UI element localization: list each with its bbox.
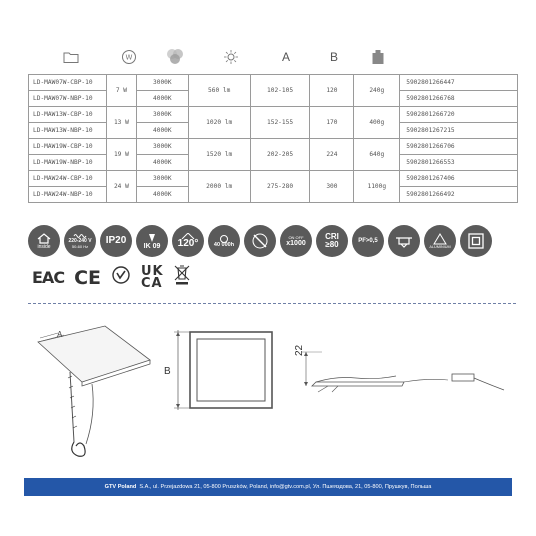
company-name: GTV Poland — [104, 484, 137, 490]
ukca-top: UK — [141, 263, 164, 279]
ukca-mark — [141, 263, 164, 291]
recycling-icon — [111, 265, 131, 290]
dimension-b-label: B — [164, 366, 171, 377]
dimension-b-cell: 170 — [310, 107, 354, 139]
dimension-a-cell: 102-105 — [250, 75, 310, 107]
dimension-b-cell: 300 — [310, 171, 354, 203]
certification-marks — [32, 264, 190, 291]
ean-cell: 5902801267215 — [400, 123, 518, 139]
eac-mark: EAC — [32, 268, 65, 287]
lumen-cell: 1020 lm — [188, 107, 250, 139]
company-address: S.A., ul. Przejazdowa 21, 05-800 Pruszków, Poland, info@gtv.com.pl, Ул. Пшеяздова, 21, 05-800, Прушкув, Польша — [139, 484, 432, 490]
frequency-label: 50-60 Hz — [71, 244, 89, 249]
power-cell: 24 W — [106, 171, 136, 203]
weight-cell: 640g — [354, 139, 400, 171]
lifetime-badge — [208, 225, 240, 257]
ean-cell: 5902801266447 — [400, 75, 518, 91]
luminous-flux-icon — [220, 44, 242, 70]
company-footer — [24, 478, 512, 496]
power-factor-badge — [352, 225, 384, 257]
cri-badge — [316, 225, 348, 257]
power-factor-label: PF>0,5 — [358, 238, 378, 244]
weight-cell: 1100g — [354, 171, 400, 203]
power-watt-icon — [118, 44, 140, 70]
model-cell: LD-MAW19W-NBP-10 — [29, 155, 107, 171]
class-ii-insulation-icon — [460, 225, 492, 257]
cct-cell: 3000K — [136, 171, 188, 187]
dimension-b-cell: 120 — [310, 75, 354, 107]
ean-cell: 5902801266492 — [400, 187, 518, 203]
ip-label: IP20 — [105, 235, 127, 246]
svg-text:W: W — [125, 53, 133, 62]
ik-label: IK 09 — [143, 242, 161, 250]
ik-rating-badge — [136, 225, 168, 257]
dimmable-icon — [244, 225, 276, 257]
indoor-use-icon — [28, 225, 60, 257]
cct-cell: 3000K — [136, 107, 188, 123]
folder-icon — [58, 44, 84, 70]
cct-cell: 4000K — [136, 123, 188, 139]
mounting-drawing — [30, 322, 160, 462]
cct-cell: 4000K — [136, 155, 188, 171]
dimension-a-cell: 202-205 — [250, 139, 310, 171]
weight-icon — [368, 44, 388, 70]
table-row — [29, 75, 518, 91]
cct-cell: 4000K — [136, 91, 188, 107]
column-a-header: A — [281, 50, 290, 64]
column-b-header: B — [329, 50, 338, 64]
ce-mark: CE — [74, 266, 101, 289]
model-cell: LD-MAW13W-NBP-10 — [29, 123, 107, 139]
height-dimension-label: 22 — [294, 344, 305, 356]
voltage-badge — [64, 225, 96, 257]
dimension-a-cell: 275-280 — [250, 171, 310, 203]
cri-label: CRI — [325, 232, 339, 241]
ean-cell: 5902801267406 — [400, 171, 518, 187]
side-view-drawing — [292, 350, 514, 410]
cct-cell: 3000K — [136, 75, 188, 91]
ean-cell: 5902801266553 — [400, 155, 518, 171]
table-row — [29, 107, 518, 123]
model-cell: LD-MAW13W-CBP-10 — [29, 107, 107, 123]
front-view-drawing — [170, 330, 280, 418]
ean-cell: 5902801266706 — [400, 139, 518, 155]
weight-cell: 240g — [354, 75, 400, 107]
indoor-label: inside — [37, 243, 51, 250]
table-row — [29, 139, 518, 155]
voltage-label: 220-240 V — [68, 238, 92, 244]
dimension-b-cell: 224 — [310, 139, 354, 171]
color-temperature-icon — [162, 44, 188, 70]
model-cell: LD-MAW24W-NBP-10 — [29, 187, 107, 203]
weee-crossed-bin-icon — [174, 264, 190, 291]
cri-value: ≥80 — [325, 240, 339, 249]
feature-badges — [28, 225, 492, 257]
model-cell: LD-MAW07W-CBP-10 — [29, 75, 107, 91]
ean-cell: 5902801266768 — [400, 91, 518, 107]
power-cell: 7 W — [106, 75, 136, 107]
model-cell: LD-MAW24W-CBP-10 — [29, 171, 107, 187]
table-row — [29, 171, 518, 187]
lumen-cell: 2000 lm — [188, 171, 250, 203]
specification-table — [28, 74, 518, 203]
aluminium-badge — [424, 225, 456, 257]
switching-cycles-badge — [280, 225, 312, 257]
section-divider — [28, 303, 516, 304]
aluminium-label: ALUMINIUM — [429, 244, 451, 249]
cct-cell: 3000K — [136, 139, 188, 155]
cct-cell: 4000K — [136, 187, 188, 203]
on-off-label: ON OFF — [288, 235, 304, 240]
ean-cell: 5902801266720 — [400, 107, 518, 123]
lumen-cell: 1520 lm — [188, 139, 250, 171]
power-cell: 13 W — [106, 107, 136, 139]
drawing-label-a-small: A — [57, 330, 63, 339]
weight-cell: 400g — [354, 107, 400, 139]
model-cell: LD-MAW07W-NBP-10 — [29, 91, 107, 107]
dimension-a-cell: 152-155 — [250, 107, 310, 139]
switching-cycles-value: x1000 — [286, 240, 306, 247]
ukca-bottom: CA — [141, 275, 163, 291]
lumen-cell: 560 lm — [188, 75, 250, 107]
beam-angle-badge — [172, 225, 204, 257]
ip-rating-badge — [100, 225, 132, 257]
model-cell: LD-MAW19W-CBP-10 — [29, 139, 107, 155]
power-cell: 19 W — [106, 139, 136, 171]
lifetime-label: 40 000h — [213, 242, 235, 249]
beam-angle-label: 120° — [177, 238, 199, 249]
recessed-mounting-icon — [388, 225, 420, 257]
